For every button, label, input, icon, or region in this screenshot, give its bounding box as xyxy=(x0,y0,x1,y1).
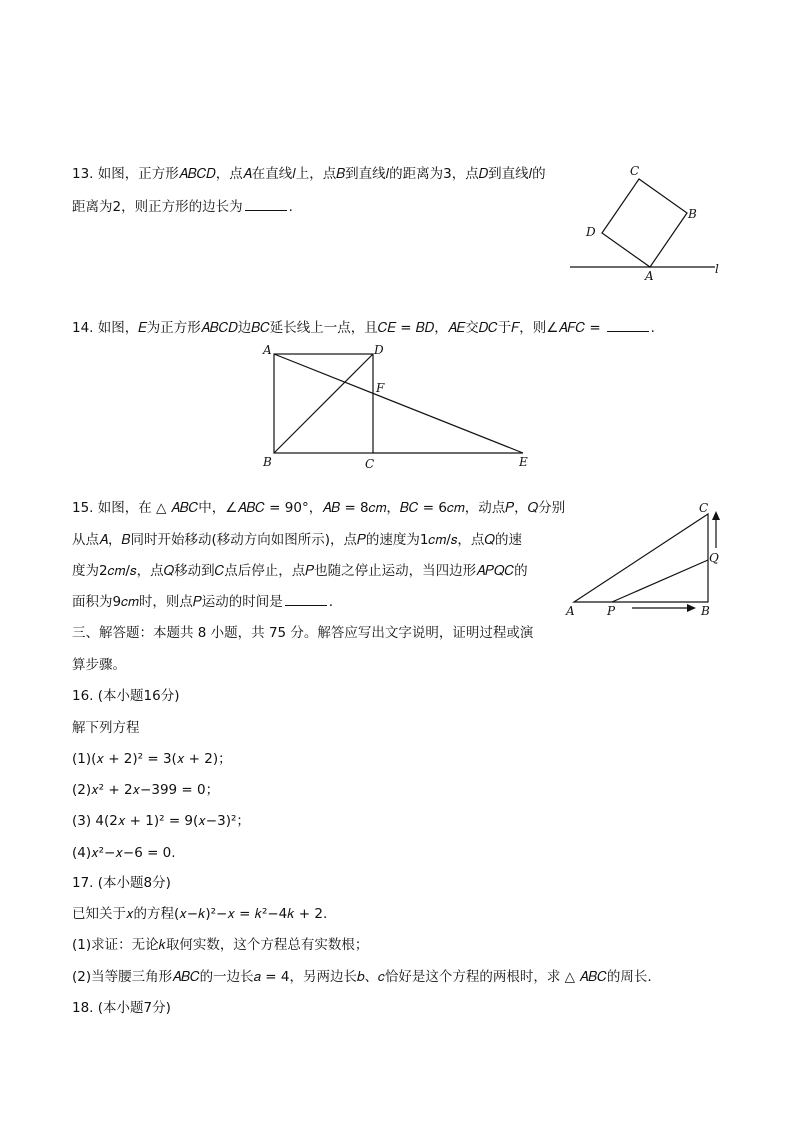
q17-header: 17. (本小题8分) xyxy=(72,875,171,891)
q13-line2-end: . xyxy=(288,199,293,215)
q13-line1: 13. 如图，正方形𝐴𝐵𝐶𝐷，点𝐴在直线𝑙上，点𝐵到直线𝑙的距离为3，点𝐷到直线𝑙的 xyxy=(72,166,546,182)
q15-line2: 从点𝐴，𝐵同时开始移动(移动方向如图所示)，点𝑃的速度为1𝑐𝑚/𝑠，点𝑄的速 xyxy=(72,532,523,548)
q13-line2 xyxy=(72,201,293,215)
q14-text: 14. 如图，𝐸为正方形𝐴𝐵𝐶𝐷边𝐵𝐶延长线上一点，且𝐶𝐸 = 𝐵𝐷，𝐴𝐸交𝐷𝐶于𝐹，则∠𝐴𝐹𝐶 = xyxy=(72,320,601,336)
q14-line xyxy=(72,322,655,336)
q16-eq4: (4)𝑥²−𝑥−6 = 0. xyxy=(72,845,176,861)
q13-answer-blank xyxy=(245,209,287,211)
q14-label-D: D xyxy=(374,343,384,357)
q14-figure xyxy=(258,342,538,472)
section3-line1: 三、解答题：本题共 8 小题，共 75 分。解答应写出文字说明，证明过程或演 xyxy=(72,625,534,641)
q16-intro: 解下列方程 xyxy=(72,720,140,736)
q13-figure xyxy=(560,160,730,285)
q13-label-A: A xyxy=(645,269,654,283)
q17-line2: (1)求证：无论𝑘取何实数，这个方程总有实数根； xyxy=(72,937,369,953)
q13-label-C: C xyxy=(630,164,640,178)
q13-label-D: D xyxy=(586,225,596,239)
q14-label-E: E xyxy=(519,455,528,469)
q16-eq2: (2)𝑥² + 2𝑥−399 = 0； xyxy=(72,782,220,798)
q15-arrowhead-P xyxy=(687,604,696,612)
section3-line2: 算步骤。 xyxy=(72,657,126,673)
q15-line-PQ xyxy=(612,560,708,602)
q15-line4-end: . xyxy=(328,594,334,610)
q15-label-Q: Q xyxy=(709,551,719,565)
q15-figure xyxy=(560,498,730,623)
q15-line4 xyxy=(72,596,333,610)
q14-label-A: A xyxy=(263,343,272,357)
q15-line3: 度为2𝑐𝑚/𝑠，点𝑄移动到𝐶点后停止，点𝑃也随之停止运动，当四边形𝐴𝑃𝑄𝐶的 xyxy=(72,563,528,579)
q13-line2-text: 距离为2，则正方形的边长为 xyxy=(72,199,243,215)
q15-answer-blank xyxy=(285,604,327,606)
q14-line-AE xyxy=(274,354,523,453)
q16-eq1: (1)(𝑥 + 2)² = 3(𝑥 + 2)； xyxy=(72,751,232,767)
q18-header: 18. (本小题7分) xyxy=(72,1000,171,1016)
q17-line3: (2)当等腰三角形𝐴𝐵𝐶的一边长𝑎 = 4，另两边长𝑏、𝑐恰好是这个方程的两根时，求 △ 𝐴𝐵𝐶的周长. xyxy=(72,969,652,985)
q14-label-B: B xyxy=(263,455,272,469)
q14-label-F: F xyxy=(376,381,385,395)
q13-label-B: B xyxy=(688,207,697,221)
q15-arrowhead-Q xyxy=(712,511,720,520)
q14-answer-blank xyxy=(607,330,649,332)
q16-header: 16. (本小题16分) xyxy=(72,688,180,704)
q15-line1: 15. 如图，在 △ 𝐴𝐵𝐶中，∠𝐴𝐵𝐶 = 90°，𝐴𝐵 = 8𝑐𝑚，𝐵𝐶 = 6𝑐𝑚，动点𝑃，𝑄分别 xyxy=(72,500,566,516)
q14-end: . xyxy=(650,320,655,336)
q15-label-C: C xyxy=(699,501,709,515)
q15-label-B: B xyxy=(701,604,710,618)
q15-label-P: P xyxy=(607,604,616,618)
q16-eq3: (3) 4(2𝑥 + 1)² = 9(𝑥−3)²； xyxy=(72,813,250,829)
q15-label-A: A xyxy=(566,604,575,618)
q15-line4-text: 面积为9𝑐𝑚时，则点𝑃运动的时间是 xyxy=(72,594,283,610)
q13-square xyxy=(602,179,687,267)
q17-line1: 已知关于𝑥的方程(𝑥−𝑘)²−𝑥 = 𝑘²−4𝑘 + 2. xyxy=(72,906,328,922)
q13-label-l: l xyxy=(715,262,719,276)
q14-diagonal-BD xyxy=(274,354,373,453)
q14-label-C: C xyxy=(365,457,375,471)
